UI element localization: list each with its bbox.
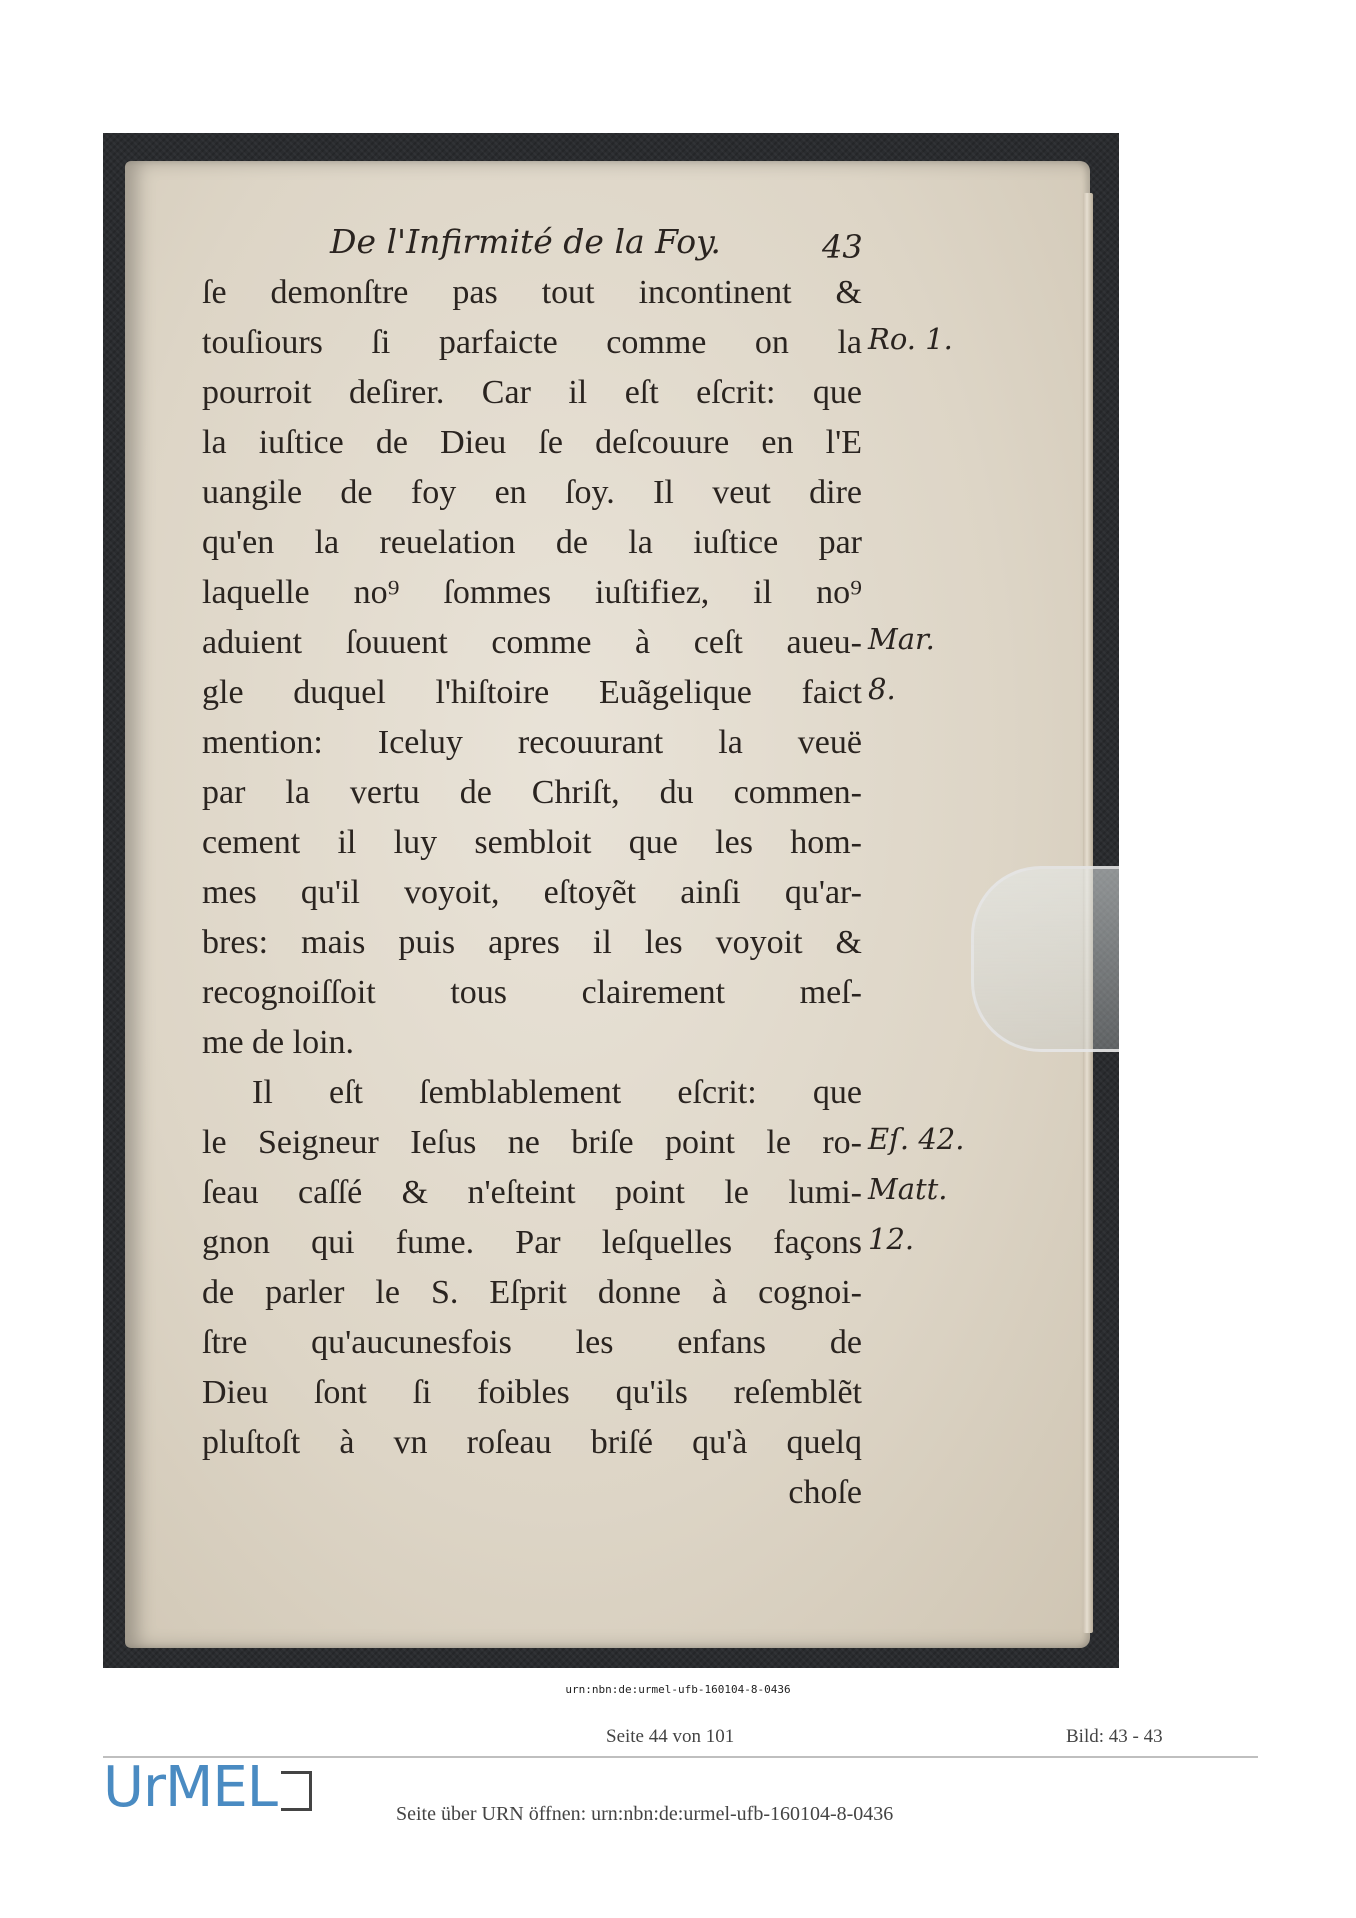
margin-note: Ro. 1.: [868, 322, 953, 356]
text-line: laquelle no⁹ ſommes iuſtifiez, il no⁹: [202, 574, 862, 611]
text-line: ſeau caſſé & n'eſteint point le lumi-: [202, 1174, 862, 1211]
text-line: par la vertu de Chriſt, du commen-: [202, 774, 862, 811]
margin-note: Matt.: [868, 1172, 948, 1206]
margin-note: Eſ. 42.: [868, 1122, 965, 1156]
text-line: uangile de foy en ſoy. Il veut dire: [202, 474, 862, 511]
text-line: la iuſtice de Dieu ſe deſcouure en l'E: [202, 424, 862, 461]
text-line: Il eſt ſemblablement eſcrit: que: [252, 1074, 862, 1111]
margin-note: 12.: [868, 1222, 915, 1256]
image-counter: Bild: 43 - 43: [1066, 1726, 1163, 1747]
text-line: de parler le S. Eſprit donne à cognoi-: [202, 1274, 862, 1311]
text-line: pluſtoſt à vn roſeau briſé qu'à quelq: [202, 1424, 862, 1461]
urmel-logo: [103, 1754, 312, 1820]
text-line: recognoiſſoit tous clairement meſ-: [202, 974, 862, 1011]
logo-box-icon: [281, 1771, 312, 1811]
text-line: qu'en la reuelation de la iuſtice par: [202, 524, 862, 561]
urn-caption: urn:nbn:de:urmel-ufb-160104-8-0436: [565, 1683, 791, 1696]
text-line: Dieu ſont ſi foibles qu'ils reſemblẽt: [202, 1374, 862, 1411]
text-line: pourroit deſirer. Car il eſt eſcrit: que: [202, 374, 862, 411]
margin-note: 8.: [868, 672, 896, 706]
page-counter: Seite 44 von 101: [606, 1726, 735, 1747]
printed-page-number: 43: [822, 228, 863, 266]
text-line: aduient ſouuent comme à ceſt aueu-: [202, 624, 862, 661]
text-line: bres: mais puis apres il les voyoit &: [202, 924, 862, 961]
running-head: De l'Infirmité de la Foy.: [330, 222, 721, 261]
text-line: mention: Iceluy recouurant la veuë: [202, 724, 862, 761]
logo-text: UrMEL: [103, 1754, 277, 1820]
text-line: gle duquel l'hiſtoire Euãgelique faict: [202, 674, 862, 711]
text-line: le Seigneur Ieſus ne briſe point le ro-: [202, 1124, 862, 1161]
text-line: mes qu'il voyoit, eſtoyẽt ainſi qu'ar-: [202, 874, 862, 911]
urn-link[interactable]: Seite über URN öffnen: urn:nbn:de:urmel-ufb-160104-8-0436: [396, 1803, 894, 1825]
text-line: ſtre qu'aucunesfois les enfans de: [202, 1324, 862, 1361]
text-line: me de loin.: [202, 1024, 355, 1061]
body-text: [202, 268, 862, 1518]
text-line: cement il luy sembloit que les hom-: [202, 824, 862, 861]
text-line: ſe demonſtre pas tout incontinent &: [202, 274, 862, 311]
page-clip: [971, 866, 1119, 1052]
text-line: gnon qui fume. Par leſquelles façons: [202, 1224, 862, 1261]
text-line: touſiours ſi parfaicte comme on la: [202, 324, 862, 361]
text-line: choſe: [788, 1474, 862, 1511]
margin-note: Mar.: [868, 622, 935, 656]
